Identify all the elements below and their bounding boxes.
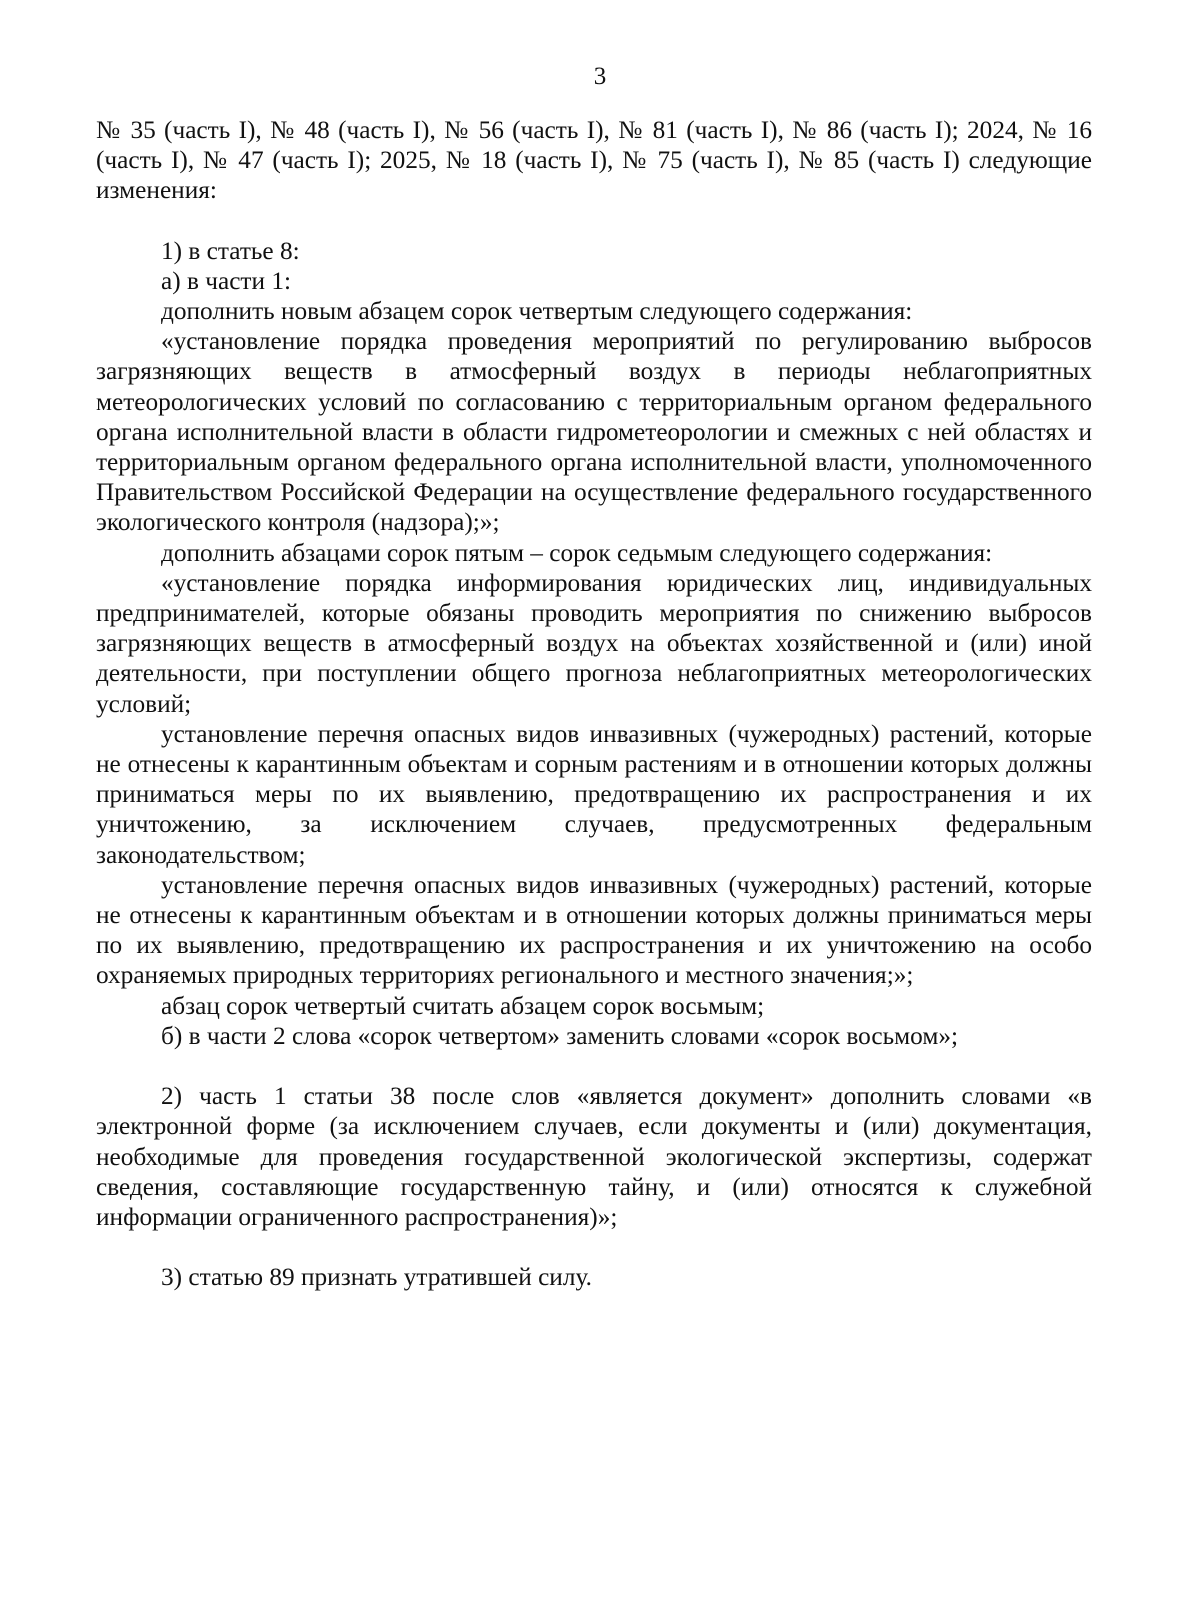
item-2-paragraph: 2) часть 1 статьи 38 после слов «является документ» дополнить словами «в электронной форме (за исключением случаев, если документы и (или) документация, необходимые для проведения государственной экологической экспертизы, содержат сведения, составляющие государственную тайну, и (или) относятся к служебной информации ограниченного распространения)»; [96,1082,1092,1231]
item-1b-paragraph: б) в части 2 слова «сорок четвертом» заменить словами «сорок восьмом»; [161,1021,959,1050]
item-1a-heading: а) в части 1: [161,266,292,295]
item-1a-renumber-instruction: абзац сорок четвертый считать абзацем сорок восьмым; [161,991,765,1020]
item-1a-instruction-44: дополнить новым абзацем сорок четвертым следующего содержания: [161,297,913,326]
quoted-paragraph-44: «установление порядка проведения мероприятий по регулированию выбросов загрязняющих веществ в атмосферный воздух в периоды неблагоприятных метеорологических условий по согласованию с территориальным органом федерального органа исполнительной власти в области гидрометеорологии и смежных с ней областях и территориальным органом федерального органа исполнительной власти, уполномоченного Правительством Российской Федерации на осуществление федерального государственного экологического контроля (надзора);»; [96,327,1092,537]
quoted-paragraph-45: «установление порядка информирования юридических лиц, индивидуальных предпринимателей, которые обязаны проводить мероприятия по снижению выбросов загрязняющих веществ в атмосферный воздух на объектах хозяйственной и (или) иной деятельности, при поступлении общего прогноза неблагоприятных метеорологических условий; [96,568,1092,718]
page-number: 3 [593,63,607,90]
quoted-paragraph-46: установление перечня опасных видов инвазивных (чужеродных) растений, которые не отнесены к карантинным объектам и сорным растениям и в отношении которых должны приниматься меры по их выявлению, предотвращению их распространения и их уничтожению, за исключением случаев, предусмотренных федеральным законодательством; [96,719,1092,869]
item-1-heading: 1) в статье 8: [161,236,300,265]
document-body [96,115,1092,1292]
quoted-paragraph-47: установление перечня опасных видов инвазивных (чужеродных) растений, которые не отнесены к карантинным объектам и в отношении которых должны приниматься меры по их выявлению, предотвращению их распространения и их уничтожению на особо охраняемых природных территориях регионального и местного значения;»; [96,870,1092,990]
item-3-paragraph: 3) статью 89 признать утратившей силу. [161,1263,592,1292]
item-1a-instruction-45-47: дополнить абзацами сорок пятым – сорок седьмым следующего содержания: [161,538,993,567]
intro-continuation-paragraph: № 35 (часть I), № 48 (часть I), № 56 (часть I), № 81 (часть I), № 86 (часть I); 2024, № 16 (часть I), № 47 (часть I); 2025, № 18 (часть I), № 75 (часть I), № 85 (часть I) следующие изменения: [96,116,1092,205]
